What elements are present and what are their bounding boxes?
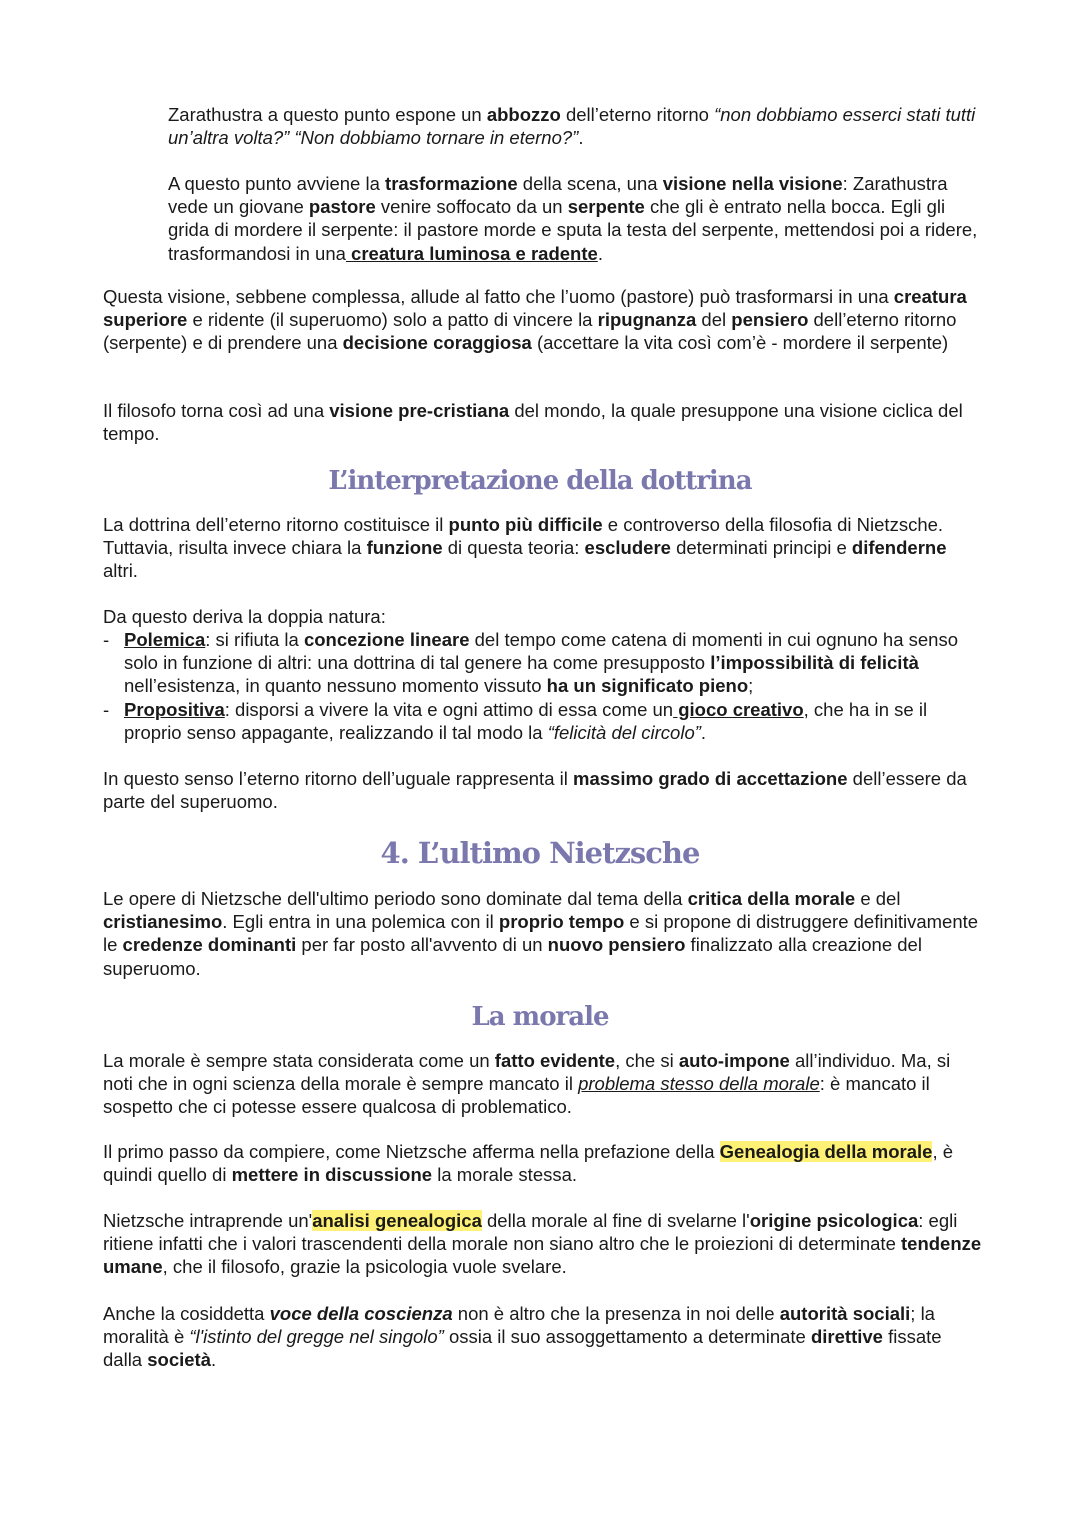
paragraph-trasformazione: A questo punto avviene la trasformazione della scena, una visione nella visione: Zarathustra vede un giovane pastore venire soffocato da un serpente che gli è entrato nella bocca. Egli gli grida di mordere il serpente: il pastore morde e sputa la testa del serpente, mettendosi poi a ridere, trasformandosi in una creatura luminosa e radente. bbox=[168, 173, 978, 264]
dash-marker: - bbox=[103, 698, 110, 720]
paragraph-doppia-natura: Da questo deriva la doppia natura: bbox=[103, 606, 386, 627]
paragraph-accettazione: In questo senso l’eterno ritorno dell’uguale rappresenta il massimo grado di accettazione dell’essere da parte del superuomo. bbox=[103, 768, 967, 813]
list-item-propositiva: - Propositiva: disporsi a vivere la vita e ogni attimo di essa come un gioco creativo, che ha in se il proprio senso appagante, realizzando il tal modo la “felicità del circolo”. bbox=[103, 698, 928, 743]
paragraph-coscienza: Anche la cosiddetta voce della coscienza non è altro che la presenza in noi delle autorità sociali; la moralità è “l'istinto del gregge nel singolo” ossia il suo assoggettamento a determinate direttive fissate dalla società. bbox=[103, 1303, 942, 1371]
paragraph-pre-cristiana: Il filosofo torna così ad una visione pre-cristiana del mondo, la quale presuppone una visione ciclica del tempo. bbox=[103, 400, 963, 445]
paragraph-fatto-evidente: La morale è sempre stata considerata come un fatto evidente, che si auto-impone all’individuo. Ma, si noti che in ogni scienza della morale è sempre mancato il problema stesso della morale: è mancato il sospetto che ci potesse essere qualcosa di problematico. bbox=[103, 1050, 951, 1118]
heading-interpretazione: L’interpretazione della dottrina bbox=[328, 466, 752, 496]
paragraph-dottrina: La dottrina dell’eterno ritorno costituisce il punto più difficile e controverso della filosofia di Nietzsche. Tuttavia, risulta invece chiara la funzione di questa teoria: escludere determinati principi e difenderne altri. bbox=[103, 514, 947, 582]
paragraph-abbozzo: Zarathustra a questo punto espone un abbozzo dell’eterno ritorno “non dobbiamo esserci stati tutti un’altra volta?” “Non dobbiamo tornare in eterno?”. bbox=[168, 104, 976, 149]
bullet-list bbox=[103, 628, 983, 744]
paragraph-analisi-genealogica: Nietzsche intraprende un'analisi genealogica della morale al fine di svelarne l'origine psicologica: egli ritiene infatti che i valori trascendenti della morale non siano altro che le proiezioni di determinate tendenze umane, che il filosofo, grazie la psicologia vuole svelare. bbox=[103, 1210, 982, 1278]
paragraph-visione: Questa visione, sebbene complessa, allude al fatto che l’uomo (pastore) può trasformarsi in una creatura superiore e ridente (il superuomo) solo a patto di vincere la ripugnanza del pensiero dell’eterno ritorno (serpente) e di prendere una decisione coraggiosa (accettare la vita così com’è - mordere il serpente) bbox=[103, 286, 967, 354]
list-item-polemica: - Polemica: si rifiuta la concezione lineare del tempo come catena di momenti in cui ognuno ha senso solo in funzione di altri: una dottrina di tal genere ha come presupposto l’impossibilità di felicità nell’esistenza, in quanto nessuno momento vissuto ha un significato pieno; bbox=[103, 629, 958, 697]
paragraph-genealogia: Il primo passo da compiere, come Nietzsche afferma nella prefazione della Genealogia della morale, è quindi quello di mettere in discussione la morale stessa. bbox=[103, 1141, 954, 1186]
paragraph-ultimo-periodo: Le opere di Nietzsche dell'ultimo periodo sono dominate dal tema della critica della morale e del cristianesimo. Egli entra in una polemica con il proprio tempo e si propone di distruggere definitivamente le credenze dominanti per far posto all'avvento di un nuovo pensiero finalizzato alla creazione del superuomo. bbox=[103, 888, 979, 979]
dash-marker: - bbox=[103, 629, 110, 650]
heading-la-morale: La morale bbox=[471, 1002, 609, 1032]
heading-ultimo-nietzsche: 4. L’ultimo Nietzsche bbox=[380, 836, 700, 870]
